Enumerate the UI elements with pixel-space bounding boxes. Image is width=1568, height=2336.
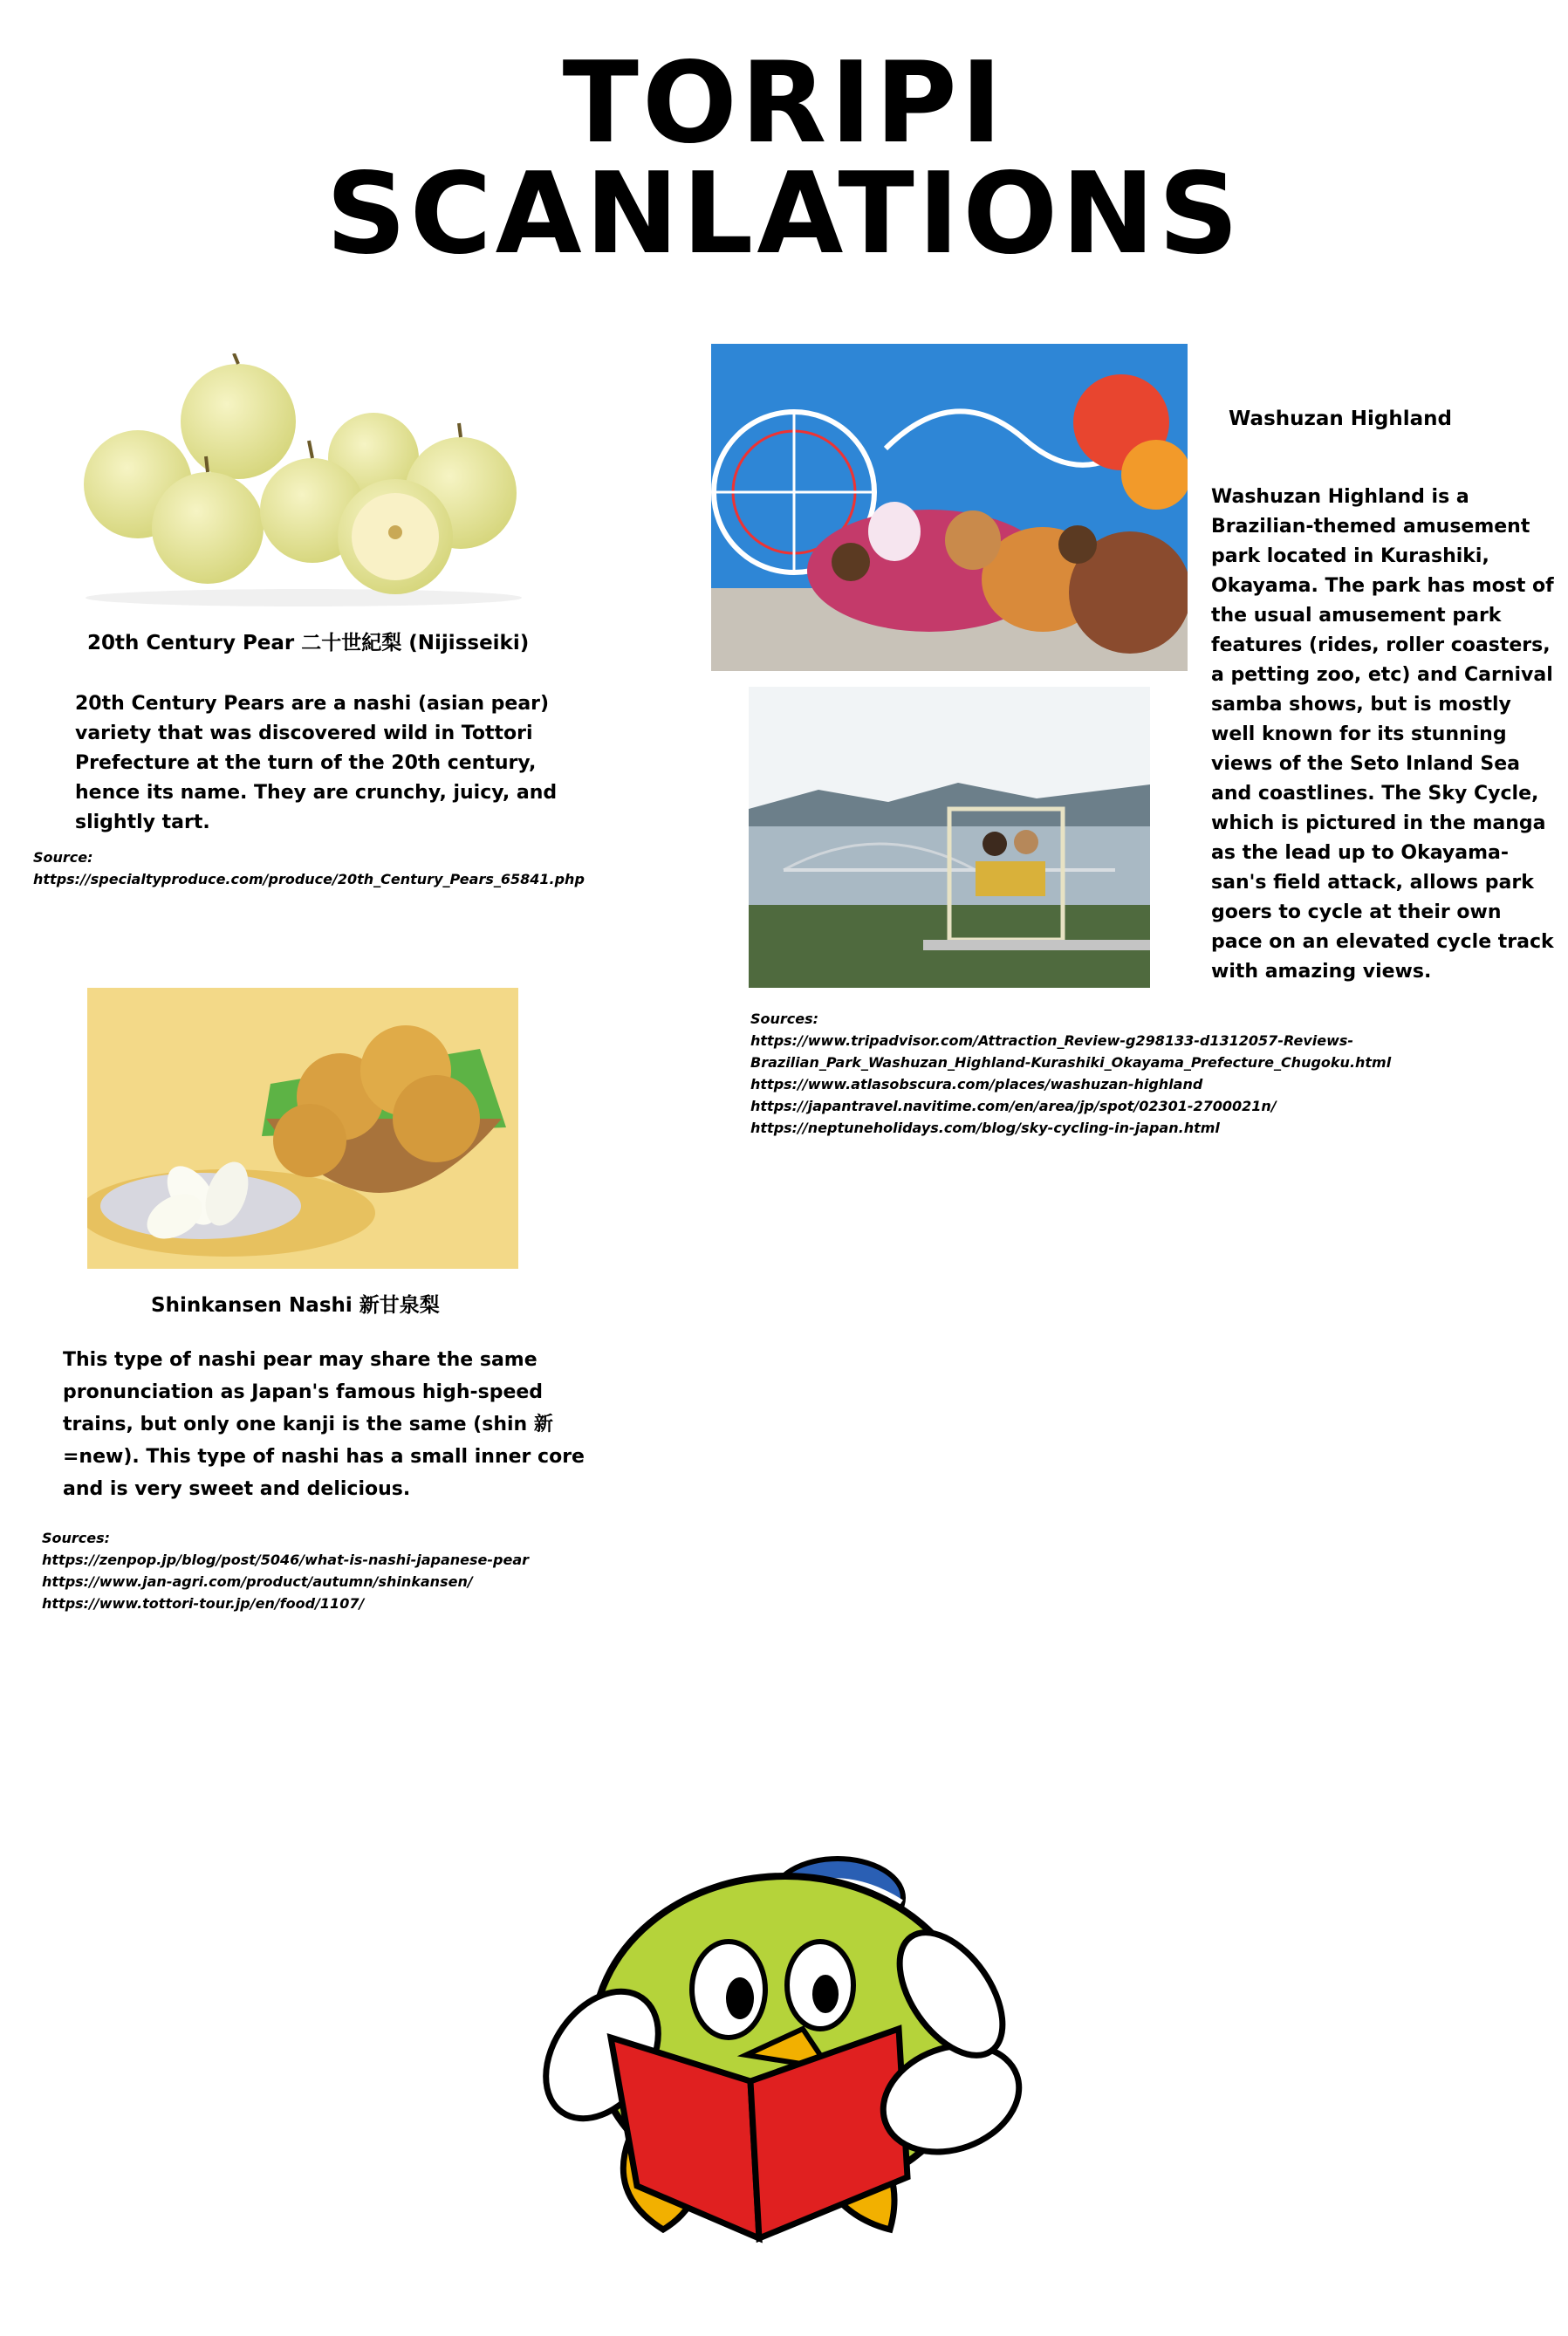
site-logo-line2: SCANLATIONS bbox=[325, 149, 1243, 279]
washuzan-description: Washuzan Highland is a Brazilian-themed amusement park located in Kurashiki, Okayama. The park has most of the usual amusement park features (rides, roller coasters, a petting zoo, etc) and Carnival samba shows, but is mostly well known for its stunning views of the Seto Inland Sea and coastlines. The Sky Cycle, which is pictured in the manga as the lead up to Okayama-san's field attack, allows park goers to cycle at their own pace on an elevated cycle track with amazing views. bbox=[1211, 486, 1554, 983]
shinkansen-nashi-photo bbox=[87, 988, 518, 1269]
sources-label: Sources: bbox=[42, 1530, 111, 1546]
source-link[interactable]: https://www.jan-agri.com/product/autumn/shinkansen/ bbox=[42, 1573, 473, 1590]
shinkansen-nashi-title: Shinkansen Nashi 新甘泉梨 bbox=[151, 1294, 440, 1317]
source-link[interactable]: https://www.atlasobscura.com/places/washuzan-highland bbox=[750, 1076, 1203, 1093]
nijisseiki-description: 20th Century Pears are a nashi (asian pear) variety that was discovered wild in Tottori Prefecture at the turn of the 20th century, hence its name. They are crunchy, juicy, and slightly tart. bbox=[75, 693, 558, 833]
source-link[interactable]: https://neptuneholidays.com/blog/sky-cycling-in-japan.html bbox=[750, 1120, 1220, 1136]
sources-label: Sources: bbox=[750, 1010, 819, 1027]
sky-cycle-photo bbox=[749, 687, 1150, 988]
nijisseiki-title: 20th Century Pear 二十世紀梨 (Nijisseiki) bbox=[87, 632, 530, 654]
washuzan-title: Washuzan Highland bbox=[1229, 408, 1453, 430]
sources-label: Source: bbox=[33, 849, 93, 866]
nijisseiki-sources bbox=[33, 846, 585, 890]
shinkansen-nashi-sources bbox=[42, 1527, 529, 1614]
source-link[interactable]: https://specialtyproduce.com/produce/20th_Century_Pears_65841.php bbox=[33, 871, 585, 887]
source-link[interactable]: Brazilian_Park_Washuzan_Highland-Kurashiki_Okayama_Prefecture_Chugoku.html bbox=[750, 1054, 1392, 1071]
washuzan-park-photo bbox=[711, 344, 1188, 671]
source-link[interactable]: https://www.tripadvisor.com/Attraction_Review-g298133-d1312057-Reviews- bbox=[750, 1032, 1354, 1049]
toripi-mascot-reading-icon bbox=[541, 1819, 1065, 2256]
source-link[interactable]: https://zenpop.jp/blog/post/5046/what-is-nashi-japanese-pear bbox=[42, 1552, 530, 1568]
source-link[interactable]: https://japantravel.navitime.com/en/area/jp/spot/02301-2700021n/ bbox=[750, 1098, 1277, 1114]
shinkansen-nashi-description: This type of nashi pear may share the same pronunciation as Japan's famous high-speed trains, but only one kanji is the same (shin 新=new). This type of nashi has a small inner core and is very sweet and delicious. bbox=[63, 1349, 585, 1500]
site-logo-line1: TORIPI bbox=[562, 38, 1006, 168]
washuzan-sources bbox=[750, 1008, 1391, 1139]
source-link[interactable]: https://www.tottori-tour.jp/en/food/1107/ bbox=[42, 1595, 365, 1612]
nijisseiki-pear-photo bbox=[77, 353, 531, 606]
